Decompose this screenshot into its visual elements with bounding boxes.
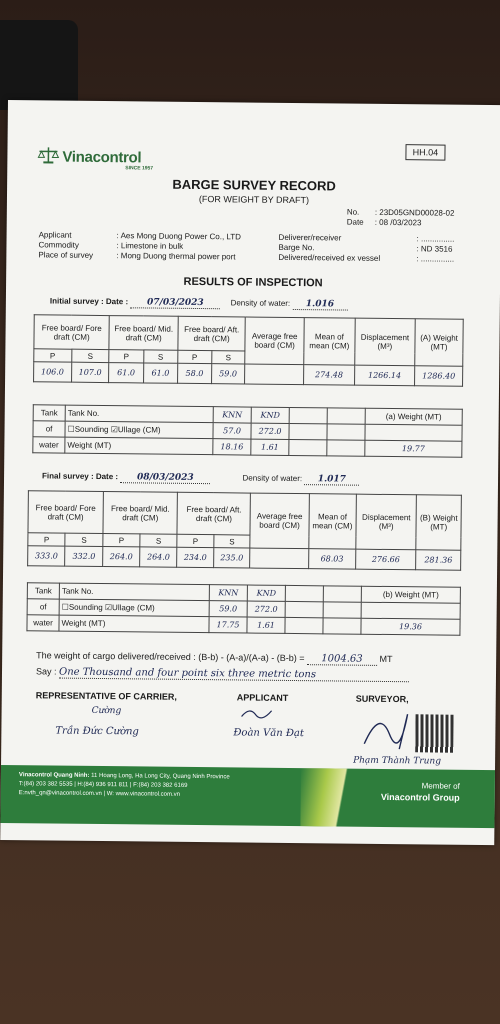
vessel-label: Delivered/received ex vessel — [278, 252, 381, 263]
initial-density-label: Density of water: — [230, 298, 291, 308]
carrier-name: Trần Đức Cường — [55, 725, 139, 738]
surveyor-signature-mark — [359, 704, 420, 755]
final-survey-line — [42, 471, 359, 485]
place-value: : Mong Duong thermal power port — [116, 251, 236, 262]
ps-label: P — [109, 350, 143, 363]
say-line — [36, 666, 409, 682]
col-header: Average free board (CM) — [245, 317, 304, 365]
say-label: Say : — [35, 666, 57, 677]
table-cell: Tank — [33, 405, 65, 421]
table-row — [34, 362, 463, 386]
ps-label: S — [140, 534, 177, 547]
cargo-weight-value: 1004.63 — [307, 653, 377, 666]
ps-label: P — [177, 534, 214, 547]
brand-logo — [37, 146, 141, 166]
footer-phones: T:(84) 203 382 5535 | H:(84) 936 911 811 | F:(84) 203 382 6169 — [18, 781, 188, 789]
ps-label: S — [214, 535, 251, 548]
table-cell: 234.0 — [177, 547, 214, 567]
col-header: Free board/ Mid. draft (CM) — [103, 492, 178, 535]
table-cell — [323, 618, 361, 634]
surveyor-name: Phạm Thành Trung — [353, 755, 442, 767]
table-cell — [245, 364, 304, 385]
table-cell — [327, 408, 365, 424]
deliverer-value: : ............... — [416, 234, 455, 244]
table-cell — [285, 601, 323, 617]
table-cell: water — [27, 615, 59, 631]
cargo-weight-unit: MT — [379, 653, 393, 665]
table-cell — [323, 602, 361, 618]
table-cell — [361, 602, 460, 619]
table-cell: water — [33, 437, 65, 453]
table-cell: ☐Sounding ☑Ullage (CM) — [59, 599, 209, 617]
table-cell — [327, 424, 365, 440]
final-tank-table — [26, 582, 460, 636]
page-title: BARGE SURVEY RECORD — [172, 176, 336, 194]
brand-name: Vinacontrol — [62, 148, 142, 167]
col-header: (A) Weight (MT) — [415, 319, 463, 366]
ps-label: P — [34, 349, 72, 362]
place-label: Place of survey — [38, 250, 94, 260]
table-cell: KND — [247, 585, 285, 601]
ps-label: S — [71, 349, 109, 362]
table-cell: 1.61 — [251, 439, 289, 455]
table-row — [33, 437, 462, 457]
table-cell: 18.16 — [213, 439, 251, 455]
col-header: Free board/ Aft. draft (CM) — [177, 492, 250, 535]
table-cell: 272.0 — [247, 601, 285, 617]
table-cell: 276.66 — [356, 549, 416, 570]
col-header: Mean of mean (CM) — [308, 494, 356, 549]
table-cell: 264.0 — [140, 547, 177, 567]
table-cell — [327, 440, 365, 456]
table-cell: 57.0 — [213, 423, 251, 439]
table-cell — [285, 585, 323, 601]
cargo-formula: The weight of cargo delivered/received : (B-b) - (A-a)/(A-a) - (B-b) = — [36, 650, 305, 664]
table-cell: 332.0 — [65, 546, 103, 566]
record-date-value: : 08 /03/2023 — [374, 217, 422, 228]
brand-since: SINCE 1957 — [125, 165, 154, 172]
col-header: Free board/ Mid. draft (CM) — [109, 316, 178, 351]
say-text: One Thousand and four point six three metric tons — [59, 667, 409, 683]
initial-tank-table — [32, 404, 462, 458]
phone-edge — [0, 20, 78, 110]
deliverer-label: Deliverer/receiver — [278, 232, 342, 243]
table-cell: 19.77 — [365, 440, 462, 457]
col-header: Free board/ Aft. draft (CM) — [178, 316, 246, 351]
table-cell: 107.0 — [71, 362, 109, 382]
table-cell — [365, 424, 462, 441]
table-cell: 58.0 — [178, 363, 212, 383]
table-cell: 333.0 — [28, 546, 66, 566]
final-date-label: Final survey : Date : — [42, 471, 119, 482]
footer-bar — [0, 765, 495, 828]
applicant-label: Applicant — [38, 230, 72, 240]
footer-address: 11 Hoang Long, Ha Long City, Quang Ninh Province — [91, 772, 230, 781]
table-cell: (a) Weight (MT) — [365, 408, 462, 425]
footer-group: Vinacontrol Group — [380, 791, 460, 803]
commodity-label: Commodity — [38, 240, 79, 250]
table-row — [28, 546, 461, 571]
ps-label: P — [103, 534, 140, 547]
initial-date-value: 07/03/2023 — [130, 297, 220, 309]
table-cell: Tank No. — [59, 583, 209, 601]
table-cell: ☐Sounding ☑Ullage (CM) — [65, 421, 213, 439]
final-density-label: Density of water: — [242, 473, 303, 484]
barge-value: : ND 3516 — [416, 244, 453, 254]
table-cell: 17.75 — [209, 617, 247, 633]
table-cell: 1286.40 — [415, 366, 463, 387]
initial-date-label: Initial survey : Date : — [49, 296, 129, 307]
table-cell: 61.0 — [109, 363, 144, 383]
table-cell: 19.36 — [361, 618, 460, 635]
table-cell — [323, 586, 361, 602]
table-row — [27, 615, 460, 636]
table-cell: KND — [251, 407, 289, 423]
footer-stripe — [300, 768, 381, 827]
surveyor-label: SURVEYOR, — [355, 693, 409, 705]
table-cell: 274.48 — [304, 365, 355, 386]
table-cell: 59.0 — [211, 364, 245, 384]
vessel-value: : ............... — [416, 254, 455, 264]
footer-company: Vinacontrol Quang Ninh: — [18, 772, 90, 779]
barge-label: Barge No. — [278, 242, 315, 253]
table-cell: 1266.14 — [354, 365, 415, 386]
table-cell: Tank — [27, 583, 59, 599]
final-draft-table — [27, 490, 462, 571]
results-title: RESULTS OF INSPECTION — [183, 275, 323, 290]
applicant-sign-label: APPLICANT — [236, 692, 289, 703]
col-header: Mean of mean (CM) — [304, 318, 355, 366]
final-density-value: 1.017 — [304, 474, 359, 486]
record-date-label: Date — [346, 217, 364, 227]
table-cell: (b) Weight (MT) — [361, 586, 460, 603]
col-header: Free board/ Fore draft (CM) — [28, 491, 103, 534]
table-cell: Weight (MT) — [65, 437, 213, 455]
table-cell — [289, 439, 327, 455]
table-cell: 59.0 — [209, 601, 247, 617]
initial-draft-table — [33, 314, 464, 386]
col-header: Displacement (M³) — [356, 494, 417, 550]
table-cell: 106.0 — [34, 362, 72, 382]
ps-label: P — [28, 533, 66, 546]
table-cell: of — [33, 421, 65, 437]
survey-document — [0, 100, 500, 845]
col-header: Displacement (M³) — [354, 318, 415, 366]
applicant-signature-mark — [240, 706, 274, 720]
carrier-label: REPRESENTATIVE OF CARRIER, — [35, 690, 177, 702]
record-no-label: No. — [346, 207, 360, 217]
scales-icon — [37, 146, 59, 164]
initial-density-value: 1.016 — [292, 299, 347, 311]
commodity-value: : Limestone in bulk — [116, 241, 184, 251]
cargo-weight-line — [36, 650, 392, 666]
table-cell: 68.03 — [308, 549, 356, 569]
footer-contact — [19, 771, 230, 800]
ps-label: S — [143, 350, 177, 363]
qr-code — [415, 714, 453, 752]
initial-survey-line — [50, 296, 348, 310]
carrier-signature: Cường — [91, 705, 122, 717]
applicant-name: Đoàn Văn Đạt — [233, 727, 304, 740]
table-cell: 272.0 — [251, 423, 289, 439]
record-no-value: : 23D05GND00028-02 — [374, 207, 455, 218]
ps-label: S — [65, 533, 103, 546]
table-cell: 61.0 — [143, 363, 178, 383]
ps-label: S — [211, 351, 245, 364]
final-date-value: 08/03/2023 — [120, 472, 210, 484]
page-subtitle: (FOR WEIGHT BY DRAFT) — [198, 194, 310, 206]
table-cell: Weight (MT) — [59, 615, 209, 633]
ps-label: P — [178, 350, 212, 363]
footer-member-of: Member of — [421, 781, 460, 791]
col-header: (B) Weight (MT) — [416, 495, 461, 550]
table-cell: 235.0 — [213, 548, 250, 568]
table-cell: 1.61 — [247, 617, 285, 633]
table-cell: 281.36 — [416, 550, 461, 570]
table-cell: KNN — [213, 407, 251, 423]
col-header: Free board/ Fore draft (CM) — [34, 315, 110, 350]
col-header: Average free board (CM) — [250, 493, 309, 549]
table-cell — [250, 548, 309, 569]
footer-email: E:nvth_qn@vinacontrol.com.vn | W: www.vinacontrol.com.vn — [18, 790, 181, 798]
form-code: HH.04 — [405, 144, 445, 160]
table-cell — [289, 407, 327, 423]
applicant-value: : Aes Mong Duong Power Co., LTD — [116, 231, 241, 242]
table-cell: KNN — [209, 585, 247, 601]
table-cell: of — [27, 599, 59, 615]
table-cell — [289, 423, 327, 439]
table-cell: Tank No. — [65, 405, 213, 423]
table-cell — [285, 617, 323, 633]
table-cell: 264.0 — [103, 547, 140, 567]
